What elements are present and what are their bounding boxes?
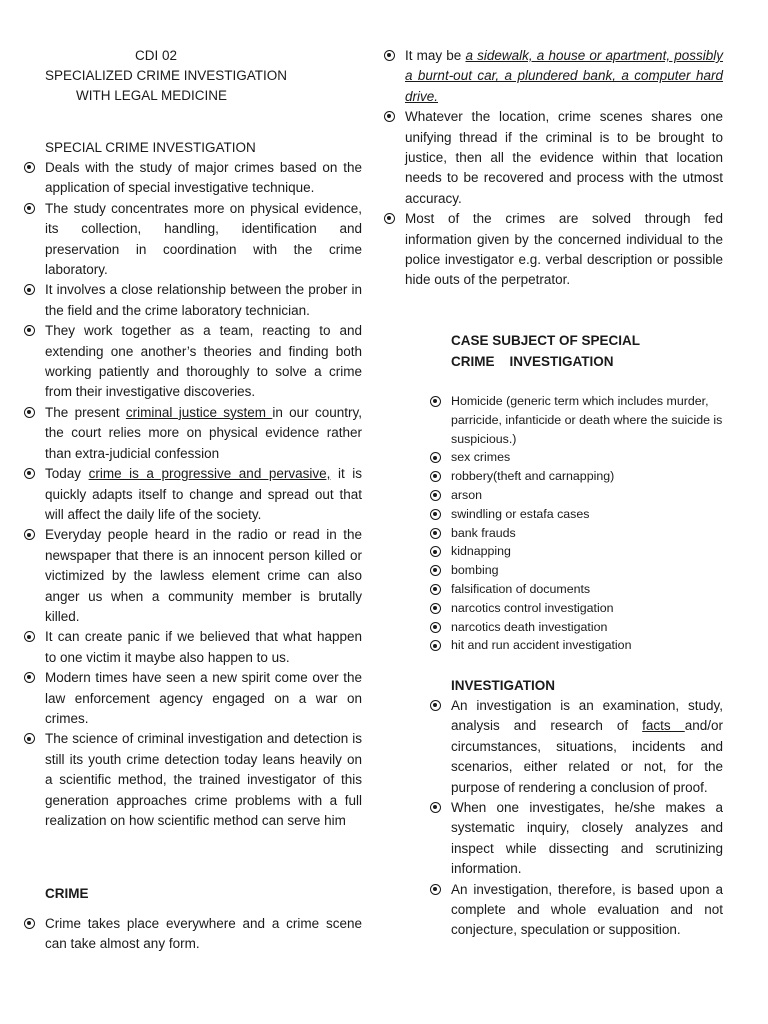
underlined-phrase: criminal justice system <box>125 404 273 420</box>
list-item <box>430 636 723 655</box>
list-item-text: The science of criminal investigation and detection is still its youth crime detection today leans heavily on a scientific method, the trained investigator of this generation approaches crime problems with a full realization on how scientific method can serve him <box>45 731 362 828</box>
bullet-icon <box>430 603 441 614</box>
list-item <box>24 525 362 627</box>
list-item <box>430 448 723 467</box>
bullet-icon <box>384 111 395 122</box>
list-item <box>24 627 362 668</box>
list-item <box>384 46 723 107</box>
list-item <box>24 199 362 281</box>
list-item <box>24 158 362 199</box>
course-title: SPECIALIZED CRIME INVESTIGATION <box>45 68 288 83</box>
list-item <box>24 668 362 729</box>
bullet-icon <box>430 640 441 651</box>
bullet-icon <box>430 565 441 576</box>
course-code: CDI 02 <box>135 48 178 63</box>
list-item-text: arson <box>451 487 482 502</box>
list-item-text: An investigation, therefore, is based upon a complete and whole evaluation and not conjecture, speculation or supposition. <box>451 881 723 938</box>
bullet-icon <box>430 528 441 539</box>
bullet-icon <box>24 918 35 929</box>
bullet-icon <box>384 50 395 61</box>
list-item <box>430 505 723 524</box>
bullet-icon <box>430 546 441 557</box>
list-item-text: kidnapping <box>451 544 511 559</box>
bullet-icon <box>24 284 35 295</box>
investigation-heading: INVESTIGATION <box>451 678 556 693</box>
list-item <box>430 880 723 941</box>
list-item-text: bombing <box>451 563 499 578</box>
list-item-text: Everyday people heard in the radio or read in the newspaper that there is an innocent person killed or victimized by the lawless element crime can also anger us when a community member is brutally killed. <box>45 527 362 624</box>
list-item <box>430 798 723 880</box>
underlined-phrase: crime is a progressive and pervasive, <box>88 466 331 482</box>
bullet-icon <box>384 213 395 224</box>
bullet-icon <box>24 162 35 173</box>
course-subtitle: WITH LEGAL MEDICINE <box>76 88 228 103</box>
list-item <box>430 486 723 505</box>
list-item-text: The study concentrates more on physical evidence, its collection, handling, identification and preservation in coordination with the crime laboratory. <box>45 200 362 278</box>
bullet-icon <box>24 672 35 683</box>
list-item-text: Whatever the location, crime scenes shares one unifying thread if the criminal is to be brought to justice, then all the evidence within that location needs to be recovered and process with the utmost accuracy. <box>405 109 723 206</box>
list-item-text: Most of the crimes are solved through fed information given by the concerned individual to the police investigator e.g. verbal description or possible hide outs of the perpetrator. <box>405 211 723 288</box>
crime-list <box>24 914 362 955</box>
bullet-icon <box>430 509 441 520</box>
bullet-icon <box>24 468 35 479</box>
list-item-text: Homicide (generic term which includes murder, parricide, infanticide or death where the suicide is suspicious.) <box>451 394 723 446</box>
list-item <box>430 524 723 543</box>
bullet-icon <box>24 203 35 214</box>
list-item-text: Crime takes place everywhere and a crime scene can take almost any form. <box>45 916 362 952</box>
list-item-text: An investigation is an examination, study, analysis and research of <box>451 698 723 734</box>
list-item-text: It involves a close relationship between the prober in the field and the crime laboratory technician. <box>45 282 362 318</box>
list-item-text: hit and run accident investigation <box>451 638 632 653</box>
special-crime-heading: SPECIAL CRIME INVESTIGATION <box>45 140 256 155</box>
bullet-icon <box>24 325 35 336</box>
investigation-list <box>430 696 723 941</box>
bullet-icon <box>24 407 35 418</box>
list-item-text: They work together as a team, reacting to and extending one another’s theories and finding both working patiently and thoroughly to solve a crime from their investigative discoveries. <box>45 323 362 400</box>
list-item-text: swindling or estafa cases <box>451 506 590 521</box>
bullet-icon <box>24 529 35 540</box>
bullet-icon <box>24 631 35 642</box>
bullet-icon <box>430 802 441 813</box>
case-subject-heading-line2: CRIME INVESTIGATION <box>451 354 614 369</box>
list-item-text: narcotics death investigation <box>451 619 608 634</box>
list-item-text: It may be <box>405 48 466 63</box>
list-item <box>430 599 723 618</box>
bullet-icon <box>430 884 441 895</box>
bullet-icon <box>430 584 441 595</box>
bullet-icon <box>24 733 35 744</box>
bullet-icon <box>430 452 441 463</box>
list-item-text: Deals with the study of major crimes based on the application of special investigative technique. <box>45 160 362 196</box>
list-item-text: robbery(theft and carnapping) <box>451 469 615 484</box>
list-item <box>384 209 723 291</box>
list-item <box>24 464 362 525</box>
bullet-icon <box>430 471 441 482</box>
list-item-text: in our country, the court relies more on physical evidence rather than extra-judicial confession <box>45 404 363 461</box>
list-item <box>24 321 362 403</box>
list-item <box>430 561 723 580</box>
list-item-text: bank frauds <box>451 525 516 540</box>
list-item-text: falsification of documents <box>451 581 591 596</box>
list-item <box>430 580 723 599</box>
case-subject-list <box>430 392 723 655</box>
list-item-text: narcotics control investigation <box>451 600 614 615</box>
crime-continued-list <box>384 46 723 291</box>
list-item-text: Modern times have seen a new spirit come over the law enforcement agency engaged on a war on crimes. <box>45 670 362 726</box>
list-item <box>430 542 723 561</box>
list-item-text: Today <box>45 466 89 482</box>
list-item <box>24 914 362 955</box>
list-item <box>430 467 723 486</box>
underlined-phrase: facts <box>642 718 685 734</box>
case-subject-heading-line1: CASE SUBJECT OF SPECIAL <box>451 333 641 348</box>
list-item-text: sex crimes <box>451 450 511 465</box>
list-item <box>430 618 723 637</box>
list-item <box>384 107 723 209</box>
bullet-icon <box>430 396 441 407</box>
list-item <box>24 729 362 831</box>
list-item-text: it is quickly adapts itself to change and spread out that will affect the daily life of the society. <box>45 466 362 522</box>
list-item-text: and/or circumstances, situations, incidents and scenarios, either related or not, for the purpose of rendering a conclusion of proof. <box>451 718 723 795</box>
list-item-text: When one investigates, he/she makes a systematic inquiry, closely analyzes and inspect while dissecting and scrutinizing information. <box>451 800 723 877</box>
bullet-icon <box>430 622 441 633</box>
list-item <box>24 280 362 321</box>
list-item-text: It can create panic if we believed that what happen to one victim it maybe also happen to us. <box>45 629 362 665</box>
bullet-icon <box>430 700 441 711</box>
list-item <box>430 696 723 798</box>
bullet-icon <box>430 490 441 501</box>
list-item <box>24 403 362 464</box>
underlined-phrase: a sidewalk, a house or apartment, possibly a burnt-out car, a plundered bank, a computer hard drive. <box>405 48 723 104</box>
list-item <box>430 392 723 448</box>
list-item-text: The present <box>45 404 126 420</box>
crime-heading: CRIME <box>45 886 89 901</box>
special-crime-list <box>24 158 362 831</box>
